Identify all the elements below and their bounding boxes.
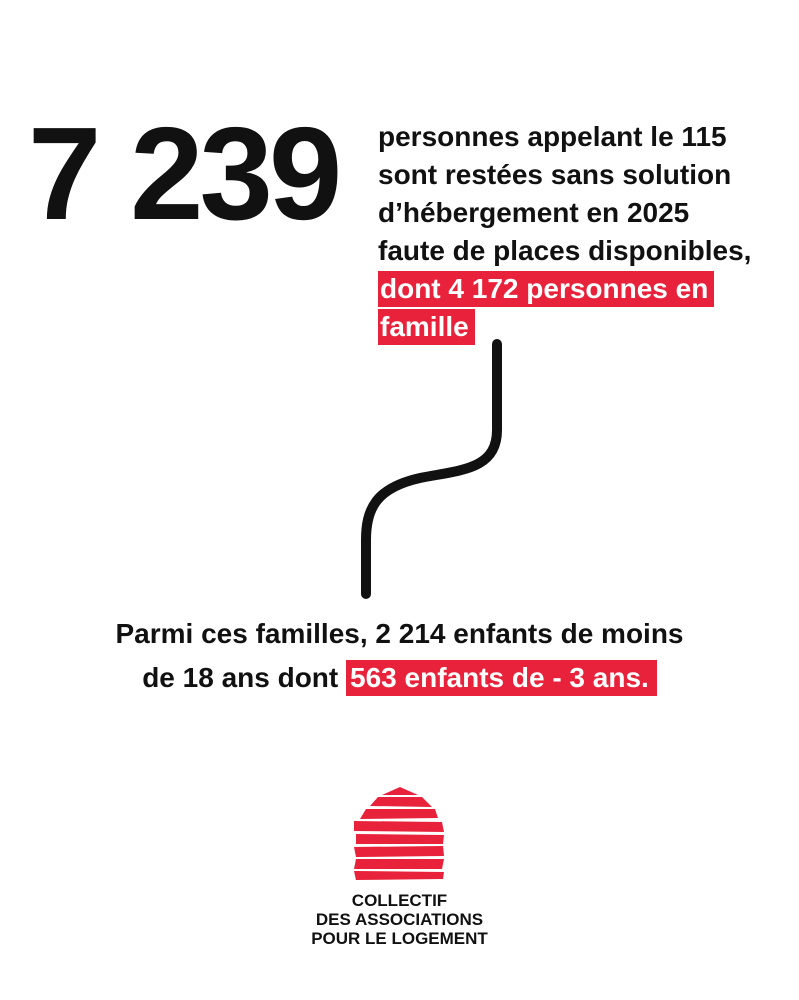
logo-text (0, 891, 799, 948)
detail-highlight: 563 enfants de - 3 ans. (346, 660, 657, 696)
detail-prefix: de 18 ans dont (142, 662, 347, 693)
lead-highlight-text: famille (378, 309, 475, 345)
lead-line: sont restées sans solution (378, 159, 732, 190)
lead-highlight-text: dont 4 172 personnes en (378, 271, 714, 307)
logo-line: COLLECTIF (351, 891, 448, 910)
lead-line: personnes appelant le 115 (378, 121, 727, 152)
logo-line: DES ASSOCIATIONS (315, 910, 484, 929)
logo (0, 785, 799, 948)
detail-text (0, 612, 799, 700)
logo-line: POUR LE LOGEMENT (311, 929, 488, 948)
detail-line: Parmi ces familles, 2 214 enfants de moins (115, 618, 684, 649)
detail-line-2 (0, 656, 799, 700)
headline-number: 7 239 (28, 100, 339, 247)
house-icon (340, 785, 460, 881)
lead-line: d’hébergement en 2025 (378, 197, 690, 228)
lead-line: faute de places disponibles, (378, 235, 752, 266)
